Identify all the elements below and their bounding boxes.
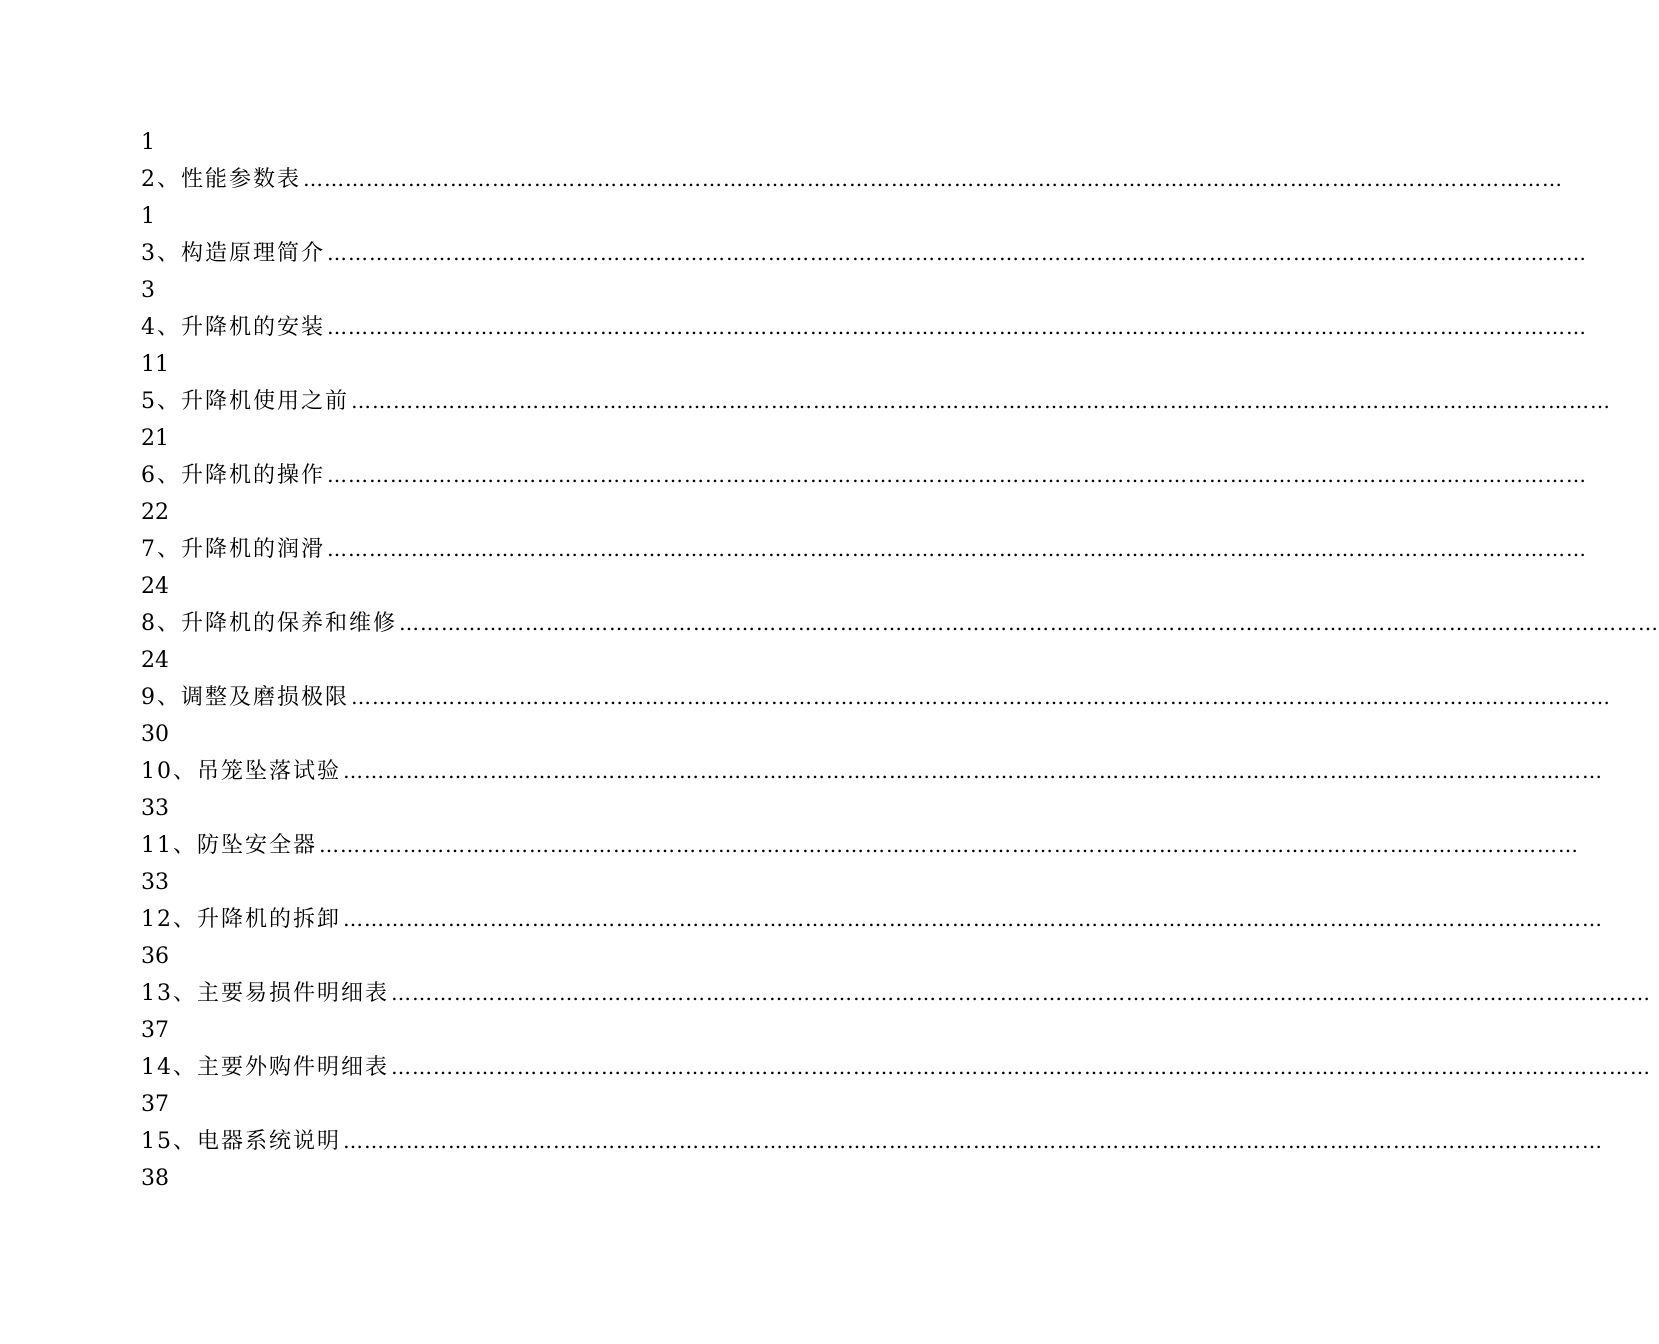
toc-entry[interactable]: [141, 679, 1611, 716]
toc-entry-title: 8、升降机的保养和维修: [141, 611, 397, 636]
toc-entry-title: 2、性能参数表: [141, 167, 301, 192]
toc-entry-title: 14、主要外购件明细表: [141, 1055, 389, 1080]
toc-entry[interactable]: [141, 235, 1587, 272]
table-of-contents: [141, 124, 1659, 1197]
toc-entry-title: 15、电器系统说明: [141, 1129, 341, 1154]
toc-page-number: 33: [141, 870, 169, 895]
toc-page-number: 11: [141, 352, 169, 377]
toc-page-number: 22: [141, 500, 169, 525]
toc-entry[interactable]: [141, 309, 1587, 346]
toc-entry-title: 9、调整及磨损极限: [141, 685, 349, 710]
toc-entry[interactable]: [141, 975, 1651, 1012]
toc-entry[interactable]: [141, 457, 1587, 494]
toc-dot-leader: ………………………………………………………………………………………………………………………………………………………………: [343, 907, 1603, 931]
toc-entry-title: 3、构造原理简介: [141, 241, 325, 266]
toc-page-number: 33: [141, 796, 169, 821]
toc-page-number: 1: [141, 130, 155, 155]
toc-entry[interactable]: [141, 1049, 1651, 1086]
toc-page-number: 37: [141, 1092, 169, 1117]
toc-page-number: 1: [141, 204, 155, 229]
toc-entry-title: 12、升降机的拆卸: [141, 907, 341, 932]
toc-entry-title: 10、吊笼坠落试验: [141, 759, 341, 784]
toc-page-number: 21: [141, 426, 169, 451]
toc-dot-leader: ………………………………………………………………………………………………………………………………………………………………: [327, 537, 1587, 561]
toc-dot-leader: ………………………………………………………………………………………………………………………………………………………………: [391, 1055, 1651, 1079]
toc-entry[interactable]: [141, 753, 1603, 790]
toc-dot-leader: ………………………………………………………………………………………………………………………………………………………………: [343, 1129, 1603, 1153]
toc-dot-leader: ………………………………………………………………………………………………………………………………………………………………: [327, 315, 1587, 339]
toc-dot-leader: ………………………………………………………………………………………………………………………………………………………………: [351, 685, 1611, 709]
toc-dot-leader: ………………………………………………………………………………………………………………………………………………………………: [319, 833, 1579, 857]
toc-dot-leader: ………………………………………………………………………………………………………………………………………………………………: [399, 611, 1659, 635]
toc-entry-title: 6、升降机的操作: [141, 463, 325, 488]
toc-page-number: 38: [141, 1166, 169, 1191]
toc-entry[interactable]: [141, 827, 1579, 864]
toc-page-number: 24: [141, 648, 169, 673]
toc-page-number: 24: [141, 574, 169, 599]
toc-page-number: 3: [141, 278, 155, 303]
toc-dot-leader: ………………………………………………………………………………………………………………………………………………………………: [303, 167, 1563, 191]
toc-entry[interactable]: [141, 383, 1611, 420]
toc-entry[interactable]: [141, 161, 1563, 198]
toc-entry[interactable]: [141, 901, 1603, 938]
toc-entry-title: 7、升降机的润滑: [141, 537, 325, 562]
toc-entry[interactable]: [141, 1123, 1603, 1160]
toc-dot-leader: ………………………………………………………………………………………………………………………………………………………………: [327, 241, 1587, 265]
toc-dot-leader: ………………………………………………………………………………………………………………………………………………………………: [343, 759, 1603, 783]
toc-dot-leader: ………………………………………………………………………………………………………………………………………………………………: [327, 463, 1587, 487]
toc-entries: [141, 161, 1659, 1197]
toc-entry-title: 11、防坠安全器: [141, 833, 317, 858]
toc-dot-leader: ………………………………………………………………………………………………………………………………………………………………: [351, 389, 1611, 413]
toc-dot-leader: ………………………………………………………………………………………………………………………………………………………………: [391, 981, 1651, 1005]
toc-entry[interactable]: [141, 605, 1659, 642]
toc-entry-title: 4、升降机的安装: [141, 315, 325, 340]
toc-page-number: 37: [141, 1018, 169, 1043]
toc-page-number: 30: [141, 722, 169, 747]
toc-page-number: 36: [141, 944, 169, 969]
toc-entry[interactable]: [141, 531, 1587, 568]
toc-entry-title: 13、主要易损件明细表: [141, 981, 389, 1006]
toc-entry-title: 5、升降机使用之前: [141, 389, 349, 414]
